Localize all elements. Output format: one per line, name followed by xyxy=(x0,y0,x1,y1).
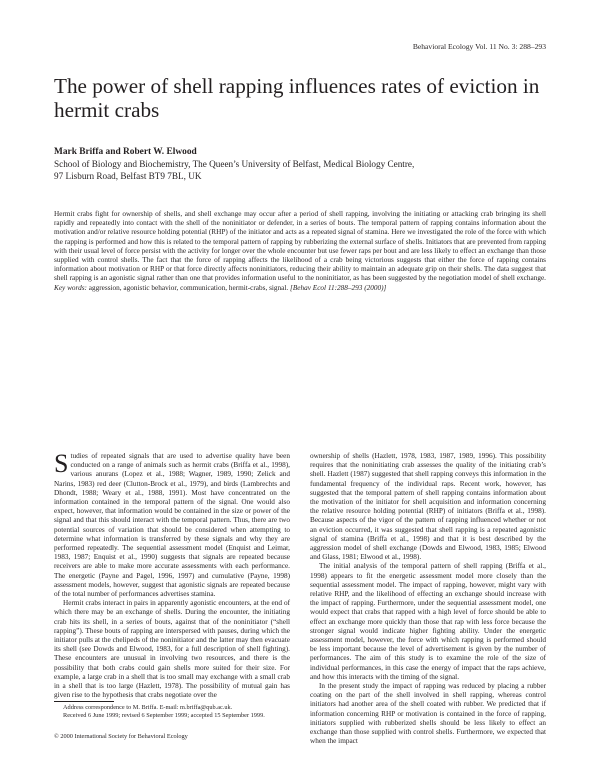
affiliation-line-2: 97 Lisburn Road, Belfast BT9 7BL, UK xyxy=(54,171,202,181)
paragraph-text: tudies of repeated signals that are used to advertise quality have been conducted on a range of animals such as hermit crabs (Briffa et al., 1998), various anurans (Lopez et al., 1988; Wagner, 1989, 1990; Zelick and Narins, 1983) red deer (Clutton-Brock et al., 1979), and birds (Lambrechts and Dhondt, 1988; Weary et al., 1988, 1991). Most have concentrated on the information contained in the temporal pattern of the signal. One would also expect, however, that information would be contained in the size or power of the signal and that this should interact with the temporal pattern. Thus, there are two potential sources of variation that should be considered when attempting to determine what information is transferred by these signals and why they are performed repeatedly. The sequential assessment model (Enquist and Leimar, 1983, 1987; Enquist et al., 1990) suggests that signals are repeated because receivers are able to make more accurate assessments with each performance. The energetic (Payne and Pagel, 1996, 1997) and cumulative (Payne, 1998) assessment models, however, suggest that agonistic signals are repeated because of the total number of performances advertises stamina. xyxy=(54,452,290,599)
authors: Mark Briffa and Robert W. Elwood xyxy=(54,147,197,157)
correspondence-note: Address correspondence to M. Briffa. E-mail: m.briffa@qub.ac.uk. xyxy=(63,704,233,711)
article-title: The power of shell rapping influences rates of eviction in hermit crabs xyxy=(54,74,540,122)
footnotes xyxy=(54,704,294,720)
drop-cap: S xyxy=(54,449,69,478)
keywords-label: Key words: xyxy=(54,283,87,292)
copyright: © 2000 International Society for Behavioral Ecology xyxy=(54,733,188,740)
paragraph: ownership of shells (Hazlett, 1978, 1983, 1987, 1989, 1996). This possibility requires that the noninitiating crab assesses the quality of the initiating crab’s shell. Hazlett (1987) suggested that shell rapping conveys this information in the fundamental frequency of the individual raps. Recent work, however, has suggested that the temporal pattern of shell rapping contains information about the motivation of the initiator for shell acquisition and information concerning the relative resource holding potential (RHP) of initiators (Briffa et al., 1998). Because aspects of the vigor of the pattern of rapping influenced whether or not an eviction occurred, it was suggested that shell rapping is a repeated agonistic signal of stamina (Briffa et al., 1998) and that it is best described by the aggression model of shell exchange (Dowds and Elwood, 1983, 1985; Elwood and Glass, 1981; Elwood et al., 1998). xyxy=(310,452,546,562)
abstract-body: Hermit crabs fight for ownership of shells, and shell exchange may occur after a period of shell rapping, involving the initiating or attacking crab bringing its shell rapidly and repeatedly into contact with the shell of the noninitiator or defender, in a series of bouts. The temporal pattern of rapping contains information about the motivation and/or relative resource holding potential (RHP) of the initiator and acts as a repeated signal of stamina. Here we investigated the role of the force with which the rapping is performed and how this is related to the temporal pattern of rapping by rubberizing the external surface of shells. Initiators that are prevented from rapping with their usual level of force persist with the activity for longer over the whole encounter but use fewer raps per bout and are less likely to effect an exchange than those supplied with control shells. The fact that the force of rapping affects the likelihood of a crab being victorious suggests that either the force of rapping contains information about motivation or RHP or that force directly affects noninitiators, reducing their ability to maintain an adequate grip on their shells. The data suggest that shell rapping is an agonistic signal rather than one that provides information useful to the noninitiator, as has been suggested by the negotiation model of shell exchange. xyxy=(54,210,546,283)
body-column-right xyxy=(310,452,546,747)
citation: [Behav Ecol 11:288–293 (2000)] xyxy=(290,283,387,292)
body-column-left xyxy=(54,449,290,700)
affiliation-line-1: School of Biology and Biochemistry, The Queen’s University of Belfast, Medical Biology Centre, xyxy=(54,159,415,169)
paragraph: Hermit crabs interact in pairs in apparently agonistic encounters, at the end of which there may be an exchange of shells. During the encounter, the initiating crab hits its shell, in a series of bouts, against that of the noninitiator (“shell rapping”). These bouts of rapping are interspersed with pauses, during which the initiator pulls at the chelipeds of the noninitiator and the latter may then evacuate its shell (see Dowds and Elwood, 1983, for a full description of shell fighting). These encounters are unusual in involving two resources, and there is the possibility that both crabs could gain shells more suited for their size. For example, a large crab in a shell that is too small may exchange with a small crab in a shell that is too large (Hazlett, 1978). The possibility of mutual gain has given rise to the hypothesis that crabs negotiate over the xyxy=(54,599,290,700)
journal-header: Behavioral Ecology Vol. 11 No. 3: 288–293 xyxy=(412,42,546,51)
abstract xyxy=(54,210,546,293)
footnote-rule xyxy=(54,701,114,702)
received-note: Received 6 June 1999; revised 6 September 1999; accepted 15 September 1999. xyxy=(63,712,265,719)
paragraph: The initial analysis of the temporal pattern of shell rapping (Briffa et al., 1998) appears to fit the energetic assessment model more closely than the sequential assessment model. The impact of rapping, however, might vary with relative RHP, and the likelihood of effecting an exchange should increase with the impact of rapping. Furthermore, under the sequential assessment model, one would expect that crabs that rapped with a high level of force should be able to effect an exchange more quickly than those that rap with less force because the stronger signal would indicate higher fighting ability. Under the energetic assessment model, however, the force with which rapping is performed should be less important because the level of advertisement is given by the number of performances. The aim of this study is to examine the role of the size of individual performances, in this case the energy of impact that the raps achieve, and how this interacts with the timing of the signal. xyxy=(310,562,546,681)
paragraph xyxy=(54,449,290,599)
affiliation xyxy=(54,158,564,182)
paragraph: In the present study the impact of rapping was reduced by placing a rubber coating on the part of the shell involved in shell rapping, whereas control initiators had another area of the shell coated with rubber. We predicted that if information concerning RHP or motivation is contained in the force of rapping, initiators supplied with rubberized shells should be less likely to effect an exchange than those supplied with control shells. Furthermore, we expected that when the impact xyxy=(310,682,546,746)
keywords: aggression, agonistic behavior, communication, hermit-crabs, signal. xyxy=(88,283,289,292)
